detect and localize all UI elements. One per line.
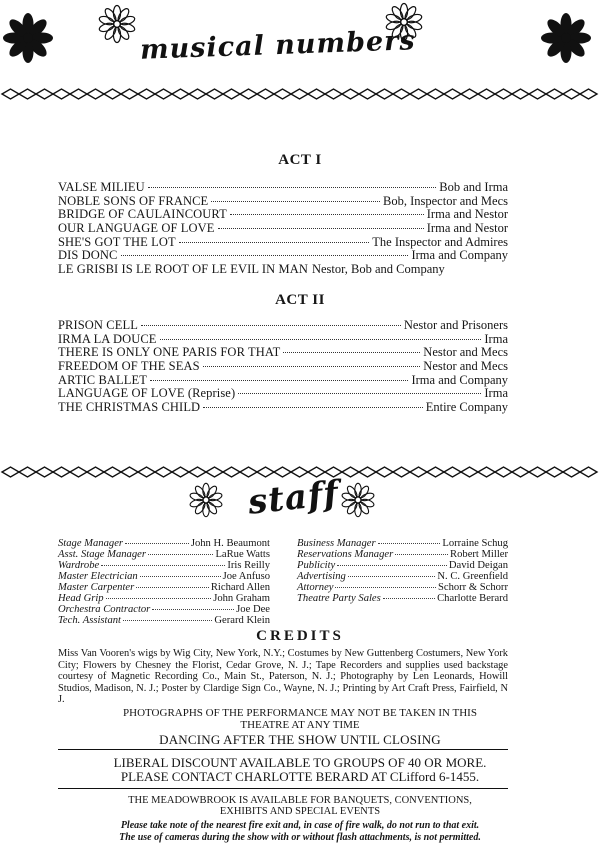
leader-dots: [238, 393, 481, 394]
diamond-shape: [512, 89, 529, 99]
staff-role: Reservations Manager: [297, 549, 394, 560]
diamond-shape: [393, 467, 410, 477]
diamond-shape: [87, 467, 104, 477]
song-row: [58, 319, 508, 333]
song-row: [58, 236, 508, 250]
staff-row: [58, 538, 270, 549]
song-title: ARTIC BALLET: [58, 372, 147, 387]
diamond-shape: [104, 467, 121, 477]
diamond-shape: [189, 467, 206, 477]
diamond-shape: [376, 467, 393, 477]
song-title: NOBLE SONS OF FRANCE: [58, 193, 209, 208]
musical-numbers-title: musical numbers: [139, 25, 417, 66]
staff-row: [58, 571, 270, 582]
leader-dots: [203, 366, 421, 367]
diamond-shape: [53, 89, 70, 99]
diamond-shape: [155, 89, 172, 99]
photo-notice-line-1: PHOTOGRAPHS OF THE PERFORMANCE MAY NOT BE TAKEN IN THIS: [123, 707, 477, 719]
staff-role: Tech. Assistant: [58, 615, 121, 626]
song-performers: Entire Company: [425, 400, 508, 415]
staff-role: Stage Manager: [58, 538, 124, 549]
diamond-shape: [36, 467, 53, 477]
discount-notice-line-2: PLEASE CONTACT CHARLOTTE BERARD AT CLifford 6-1455.: [120, 769, 480, 784]
leader-dots: [179, 242, 370, 243]
meadowbrook-notice-line-1: THE MEADOWBROOK IS AVAILABLE FOR BANQUETS, CONVENTIONS,: [128, 795, 472, 806]
meadowbrook-notice-line-2: EXHIBITS AND SPECIAL EVENTS: [219, 806, 381, 817]
act-1-heading: ACT I: [278, 152, 322, 168]
diamond-shape: [138, 467, 155, 477]
diamond-shape: [172, 89, 189, 99]
staff-name: John H. Beaumont: [190, 538, 270, 549]
large-flower-icon-left: [2, 12, 54, 64]
diamond-shape: [444, 89, 461, 99]
diamond-shape: [580, 89, 597, 99]
song-performers: Irma and Company: [411, 372, 508, 387]
song-row: [58, 195, 508, 209]
staff-list-right: [297, 538, 508, 604]
song-row: [58, 263, 508, 277]
diamond-shape: [104, 89, 121, 99]
diamond-shape: [240, 467, 257, 477]
diamond-shape: [461, 467, 478, 477]
diamond-border-top: [0, 86, 600, 102]
song-title: LANGUAGE OF LOVE (Reprise): [58, 386, 236, 401]
song-performers: Nestor, Bob and Company: [311, 262, 445, 277]
discount-notice-line-1: LIBERAL DISCOUNT AVAILABLE TO GROUPS OF 40 OR MORE.: [113, 755, 487, 770]
leader-dots: [383, 598, 435, 599]
staff-row: [297, 593, 508, 604]
leader-dots: [121, 255, 409, 256]
diamond-shape: [155, 467, 172, 477]
diamond-shape: [563, 467, 580, 477]
diamond-shape: [563, 89, 580, 99]
diamond-shape: [240, 89, 257, 99]
staff-role: Business Manager: [297, 538, 376, 549]
staff-name: Schorr & Schorr: [437, 582, 508, 593]
staff-name: Iris Reilly: [227, 560, 270, 571]
act-2-song-list: [58, 319, 508, 415]
diamond-shape: [359, 467, 376, 477]
song-row: [58, 333, 508, 347]
song-performers: Irma: [484, 386, 508, 401]
song-title: THE CHRISTMAS CHILD: [58, 400, 201, 415]
staff-name: Richard Allen: [210, 582, 270, 593]
staff-role: Asst. Stage Manager: [58, 549, 146, 560]
staff-role: Wardrobe: [58, 560, 100, 571]
leader-dots: [203, 407, 423, 408]
diamond-shape: [478, 467, 495, 477]
leader-dots: [140, 576, 221, 577]
song-performers: The Inspector and Admires: [372, 234, 508, 249]
credits-paragraph: Miss Van Vooren's wigs by Wig City, New York, N.Y.; Costumes by New Guttenberg Costumers, New York City; Flowers by Chesney the Florist, Cedar Grove, N. J.; Tape Recorders and supplies used backstage courtesy of Magnetic Recording Co., Main St., Paterson, N. J.; Photography by Len Leonards, Howill Studios, Madison, N. J.; Poster by Clardige Sign Co., Wayne, N. J.; Printing by Art Craft Press, Fairfield, N J.: [58, 648, 508, 706]
fire-exit-note: Please take note of the nearest fire exit and, in case of fire walk, do not run to that exit.: [120, 820, 480, 831]
staff-row: [58, 549, 270, 560]
diamond-shape: [461, 89, 478, 99]
staff-name: Gerard Klein: [214, 615, 270, 626]
song-performers: Nestor and Mecs: [423, 345, 508, 360]
staff-name: Robert Miller: [450, 549, 508, 560]
leader-dots: [348, 576, 436, 577]
leader-dots: [395, 554, 448, 555]
diamond-shape: [257, 89, 274, 99]
staff-row: [297, 571, 508, 582]
song-row: [58, 249, 508, 263]
song-title: FREEDOM OF THE SEAS: [58, 359, 200, 374]
diamond-shape: [342, 89, 359, 99]
divider-rule: [58, 788, 508, 789]
staff-name: N. C. Greenfield: [437, 571, 508, 582]
diamond-shape: [257, 467, 274, 477]
leader-dots: [125, 543, 189, 544]
photo-notice-line-2: THEATRE AT ANY TIME: [240, 719, 360, 731]
diamond-shape: [495, 467, 512, 477]
dancing-notice: DANCING AFTER THE SHOW UNTIL CLOSING: [159, 732, 441, 747]
diamond-shape: [274, 467, 291, 477]
diamond-shape: [87, 89, 104, 99]
staff-row: [58, 604, 270, 615]
diamond-shape: [478, 89, 495, 99]
diamond-shape: [19, 89, 36, 99]
staff-row: [58, 615, 270, 626]
staff-role: Advertising: [297, 571, 346, 582]
song-row: [58, 401, 508, 415]
diamond-shape: [410, 89, 427, 99]
leader-dots: [160, 339, 482, 340]
diamond-shape: [172, 467, 189, 477]
diamond-shape: [444, 467, 461, 477]
diamond-shape: [529, 89, 546, 99]
song-title: LE GRISBI IS LE ROOT OF LE EVIL IN MAN: [58, 262, 308, 277]
staff-list-left: [58, 538, 270, 626]
song-row: [58, 360, 508, 374]
song-row: [58, 387, 508, 401]
staff-role: Attorney: [297, 582, 334, 593]
diamond-shape: [189, 89, 206, 99]
diamond-shape: [138, 89, 155, 99]
diamond-shape: [53, 467, 70, 477]
staff-row: [58, 560, 270, 571]
song-row: [58, 181, 508, 195]
diamond-shape: [70, 467, 87, 477]
diamond-shape: [291, 467, 308, 477]
staff-name: Charlotte Berard: [437, 593, 508, 604]
diamond-shape: [19, 467, 36, 477]
leader-dots: [337, 565, 447, 566]
song-performers: Nestor and Prisoners: [403, 318, 508, 332]
staff-name: LaRue Watts: [215, 549, 270, 560]
song-row: [58, 346, 508, 360]
song-title: THERE IS ONLY ONE PARIS FOR THAT: [58, 345, 281, 360]
diamond-shape: [427, 467, 444, 477]
song-performers: Irma and Company: [411, 248, 508, 263]
staff-role: Master Electrician: [58, 571, 138, 582]
song-title: PRISON CELL: [58, 318, 138, 332]
leader-dots: [211, 201, 380, 202]
song-row: [58, 222, 508, 236]
staff-row: [58, 593, 270, 604]
staff-role: Theatre Party Sales: [297, 593, 381, 604]
diamond-shape: [206, 89, 223, 99]
staff-row: [297, 560, 508, 571]
diamond-shape: [121, 467, 138, 477]
song-performers: Irma: [484, 331, 508, 346]
song-performers: Bob and Irma: [439, 180, 508, 194]
leader-dots: [148, 554, 213, 555]
leader-dots: [150, 380, 409, 381]
song-performers: Irma and Nestor: [426, 221, 508, 236]
outline-flower-icon-staff-left: [188, 482, 224, 518]
outline-flower-icon-right: [384, 2, 424, 42]
song-performers: Bob, Inspector and Mecs: [383, 193, 508, 208]
leader-dots: [136, 587, 209, 588]
diamond-shape: [223, 467, 240, 477]
diamond-shape: [325, 89, 342, 99]
staff-name: Joe Dee: [236, 604, 270, 615]
diamond-shape: [529, 467, 546, 477]
leader-dots: [152, 609, 234, 610]
diamond-shape: [495, 89, 512, 99]
staff-role: Publicity: [297, 560, 336, 571]
diamond-shape: [2, 89, 19, 99]
divider-rule: [58, 749, 508, 750]
diamond-shape: [223, 89, 240, 99]
staff-role: Head Grip: [58, 593, 104, 604]
staff-role: Orchestra Contractor: [58, 604, 151, 615]
diamond-shape: [410, 467, 427, 477]
diamond-shape: [70, 89, 87, 99]
song-row: [58, 208, 508, 222]
diamond-shape: [427, 89, 444, 99]
diamond-shape: [376, 89, 393, 99]
song-title: VALSE MILIEU: [58, 180, 145, 194]
song-title: IRMA LA DOUCE: [58, 331, 157, 346]
diamond-shape: [580, 467, 597, 477]
staff-name: John Graham: [213, 593, 270, 604]
outline-flower-icon-staff-right: [340, 482, 376, 518]
staff-name: Joe Anfuso: [222, 571, 270, 582]
leader-dots: [106, 598, 212, 599]
staff-row: [297, 549, 508, 560]
leader-dots: [378, 543, 441, 544]
camera-note: The use of cameras during the show with or without flash attachments, is not permitted.: [119, 832, 481, 843]
staff-row: [297, 582, 508, 593]
outline-flower-icon-left: [97, 4, 137, 44]
diamond-shape: [546, 467, 563, 477]
leader-dots: [148, 187, 437, 188]
song-performers: Irma and Nestor: [426, 207, 508, 222]
staff-role: Master Carpenter: [58, 582, 135, 593]
song-title: DIS DONC: [58, 248, 118, 263]
diamond-shape: [512, 467, 529, 477]
staff-name: David Deigan: [448, 560, 508, 571]
staff-name: Lorraine Schug: [442, 538, 508, 549]
leader-dots: [218, 228, 424, 229]
diamond-shape: [291, 89, 308, 99]
large-flower-icon-right: [540, 12, 592, 64]
staff-row: [297, 538, 508, 549]
song-title: SHE'S GOT THE LOT: [58, 234, 176, 249]
diamond-shape: [274, 89, 291, 99]
act-1-song-list: [58, 181, 508, 277]
diamond-shape: [359, 89, 376, 99]
diamond-shape: [393, 89, 410, 99]
diamond-shape: [206, 467, 223, 477]
diamond-shape: [546, 89, 563, 99]
diamond-shape: [2, 467, 19, 477]
leader-dots: [123, 620, 212, 621]
leader-dots: [335, 587, 435, 588]
leader-dots: [141, 325, 401, 326]
diamond-shape: [121, 89, 138, 99]
diamond-shape: [308, 89, 325, 99]
staff-title: staff: [246, 473, 341, 523]
act-2-heading: ACT II: [275, 292, 325, 308]
staff-row: [58, 582, 270, 593]
diamond-shape: [36, 89, 53, 99]
song-performers: Nestor and Mecs: [423, 359, 508, 374]
song-title: BRIDGE OF CAULAINCOURT: [58, 207, 227, 222]
leader-dots: [230, 214, 424, 215]
song-title: OUR LANGUAGE OF LOVE: [58, 221, 215, 236]
song-row: [58, 374, 508, 388]
leader-dots: [283, 352, 420, 353]
leader-dots: [101, 565, 225, 566]
credits-heading: CREDITS: [256, 628, 344, 644]
diamond-shape: [342, 467, 359, 477]
